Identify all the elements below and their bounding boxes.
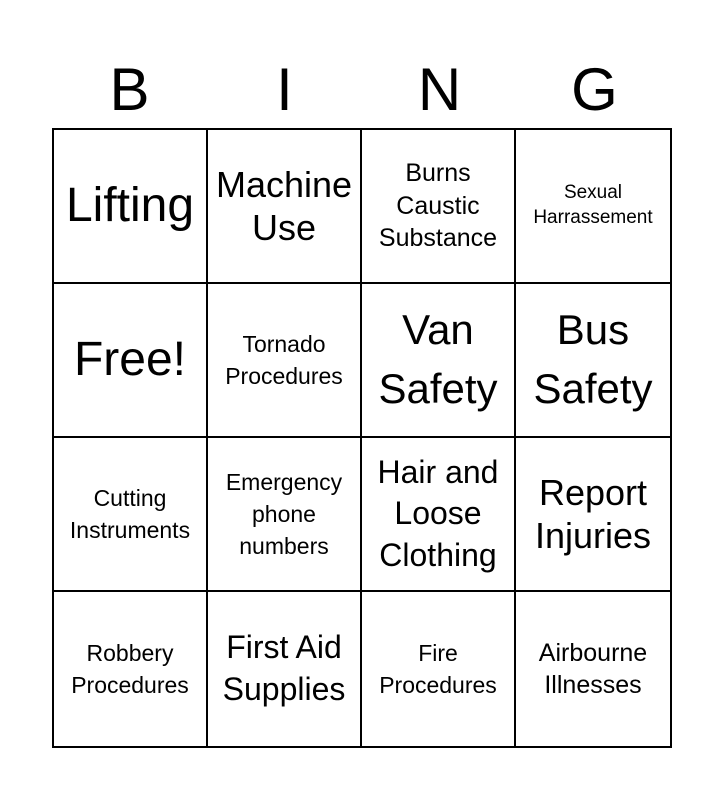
bingo-cell-sexual-harrassement[interactable]: Sexual Harrassement: [516, 130, 670, 284]
bingo-header: [52, 55, 672, 125]
bingo-cell-cutting-instruments[interactable]: Cutting Instruments: [54, 438, 208, 592]
header-letter-g: G: [571, 56, 618, 123]
bingo-cell-van-safety[interactable]: Van Safety: [362, 284, 516, 438]
bingo-cell-burns-caustic-substance[interactable]: Burns Caustic Substance: [362, 130, 516, 284]
header-letter-b: B: [109, 56, 150, 123]
bingo-cell-fire-procedures[interactable]: Fire Procedures: [362, 592, 516, 746]
bingo-cell-robbery-procedures[interactable]: Robbery Procedures: [54, 592, 208, 746]
bingo-cell-report-injuries[interactable]: Report Injuries: [516, 438, 670, 592]
bingo-cell-free[interactable]: Free!: [54, 284, 208, 438]
bingo-cell-machine-use[interactable]: Machine Use: [208, 130, 362, 284]
bingo-cell-lifting[interactable]: Lifting: [54, 130, 208, 284]
header-letter-n: N: [417, 56, 462, 123]
bingo-cell-emergency-phone-numbers[interactable]: Emergency phone numbers: [208, 438, 362, 592]
bingo-board: [52, 128, 672, 748]
bingo-cell-hair-and-loose-clothing[interactable]: Hair and Loose Clothing: [362, 438, 516, 592]
bingo-cell-first-aid-supplies[interactable]: First Aid Supplies: [208, 592, 362, 746]
bingo-cell-bus-safety[interactable]: Bus Safety: [516, 284, 670, 438]
bingo-cell-airbourne-illnesses[interactable]: Airbourne Illnesses: [538, 638, 648, 699]
header-letter-i: I: [276, 56, 293, 123]
bingo-cell-tornado-procedures[interactable]: Tornado Procedures: [208, 284, 362, 438]
